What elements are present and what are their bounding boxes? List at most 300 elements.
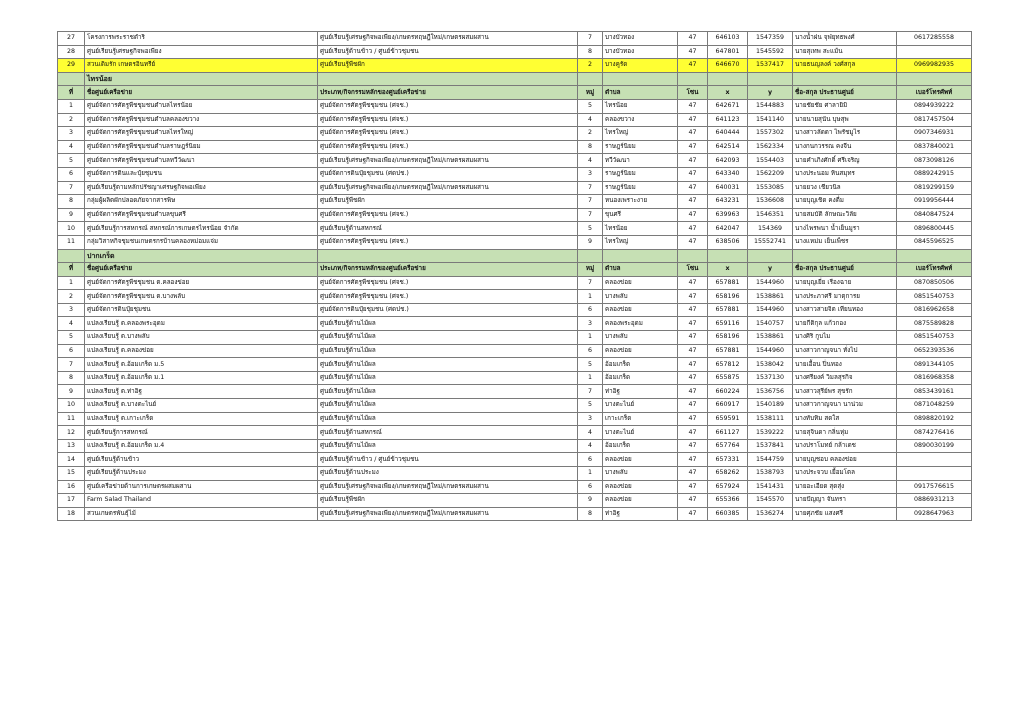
- section-blank: [58, 72, 85, 86]
- cell-center-name: ศูนย์จัดการศัตรูพืชชุมชนตำบลราษฎร์นิยม: [85, 140, 318, 154]
- cell-moo: 3: [578, 317, 603, 331]
- table-row: [58, 195, 972, 209]
- cell-chair-name: นางแหม่ม เย็นเพ็ชร: [793, 235, 897, 249]
- cell-y: 1538861: [748, 331, 793, 345]
- cell-tambon: คลองข่อย: [603, 494, 678, 508]
- cell-no: 6: [58, 167, 85, 181]
- cell-no: 27: [58, 32, 85, 46]
- cell-y: 1541431: [748, 480, 793, 494]
- cell-x: 643340: [708, 167, 748, 181]
- cell-zone: 47: [678, 140, 708, 154]
- column-header: ชื่อ-สกุล ประธานศูนย์: [793, 263, 897, 277]
- cell-chair-name: นางสาวกาญจนา ทั่งไป: [793, 344, 897, 358]
- cell-chair-name: นางสาวสุรีย์พร สุขรัก: [793, 385, 897, 399]
- cell-y: 1538042: [748, 358, 793, 372]
- cell-chair-name: นางสาวสายจิต เทียนทอง: [793, 303, 897, 317]
- cell-tambon: หนองเพราะงาย: [603, 195, 678, 209]
- cell-center-name: ศูนย์จัดการศัตรูพืชชุมชนตำบลไทรใหญ่: [85, 127, 318, 141]
- cell-moo: 7: [578, 195, 603, 209]
- cell-no: 4: [58, 317, 85, 331]
- cell-center-name: แปลงเรียนรู้ ต.อ้อมเกร็ด ม.4: [85, 439, 318, 453]
- section-blank: [793, 72, 897, 86]
- cell-tambon: ทวีวัฒนา: [603, 154, 678, 168]
- table-row: [58, 426, 972, 440]
- cell-center-name: ศูนย์เครือข่ายด้านการเกษตรผสมผสาน: [85, 480, 318, 494]
- cell-tambon: บางพลับ: [603, 331, 678, 345]
- cell-chair-name: นายเอื้อน ปิ่นทอง: [793, 358, 897, 372]
- column-header-row: [58, 86, 972, 100]
- cell-type: ศูนย์จัดการดินปุ๋ยชุมชน (ศดปช.): [318, 167, 578, 181]
- cell-zone: 47: [678, 344, 708, 358]
- cell-type: ศูนย์เรียนรู้ด้านไม้ผล: [318, 399, 578, 413]
- table-row: [58, 385, 972, 399]
- cell-phone: 0907346931: [897, 127, 972, 141]
- cell-moo: 4: [578, 439, 603, 453]
- cell-zone: 47: [678, 494, 708, 508]
- cell-moo: 4: [578, 113, 603, 127]
- section-blank: [897, 249, 972, 263]
- cell-x: 657924: [708, 480, 748, 494]
- cell-chair-name: นางไพรพนา น้ำเย็นมูรา: [793, 222, 897, 236]
- cell-type: ศูนย์เรียนรู้ด้านไม้ผล: [318, 317, 578, 331]
- cell-no: 7: [58, 181, 85, 195]
- cell-no: 8: [58, 195, 85, 209]
- column-header: ประเภท/กิจกรรมหลักของศูนย์เครือข่าย: [318, 86, 578, 100]
- cell-x: 660224: [708, 385, 748, 399]
- cell-y: 1536756: [748, 385, 793, 399]
- cell-phone: 0851540753: [897, 290, 972, 304]
- cell-moo: 1: [578, 371, 603, 385]
- table-row: [58, 439, 972, 453]
- cell-center-name: ศูนย์เรียนรู้ด้านข้าว: [85, 453, 318, 467]
- cell-no: 11: [58, 412, 85, 426]
- cell-tambon: อ้อมเกร็ด: [603, 439, 678, 453]
- section-blank: [58, 249, 85, 263]
- cell-zone: 47: [678, 317, 708, 331]
- cell-zone: 47: [678, 167, 708, 181]
- cell-chair-name: นายสุจินดา กลิ่นหุ่ม: [793, 426, 897, 440]
- cell-chair-name: นายกีติกุล แก้วกอง: [793, 317, 897, 331]
- section-blank: [748, 249, 793, 263]
- cell-y: 1544759: [748, 453, 793, 467]
- column-header: ชื่อศูนย์เครือข่าย: [85, 263, 318, 277]
- cell-tambon: บางพลับ: [603, 290, 678, 304]
- cell-center-name: ศูนย์จัดการดินปุ๋ยชุมชน: [85, 303, 318, 317]
- table-row: [58, 45, 972, 59]
- table-row: [58, 222, 972, 236]
- cell-zone: 47: [678, 439, 708, 453]
- cell-no: 3: [58, 303, 85, 317]
- section-blank: [897, 72, 972, 86]
- cell-no: 7: [58, 358, 85, 372]
- cell-y: 1539222: [748, 426, 793, 440]
- cell-no: 3: [58, 127, 85, 141]
- cell-moo: 7: [578, 276, 603, 290]
- cell-zone: 47: [678, 303, 708, 317]
- cell-x: 638506: [708, 235, 748, 249]
- cell-center-name: ศูนย์จัดการศัตรูพืชชุมชน ต.บางพลับ: [85, 290, 318, 304]
- cell-phone: [897, 45, 972, 59]
- cell-moo: 5: [578, 99, 603, 113]
- cell-x: 657812: [708, 358, 748, 372]
- cell-moo: 3: [578, 167, 603, 181]
- cell-no: 17: [58, 494, 85, 508]
- section-blank: [678, 249, 708, 263]
- cell-chair-name: นายศุภชัย แสงศรี: [793, 507, 897, 521]
- cell-x: 658196: [708, 290, 748, 304]
- cell-moo: 6: [578, 344, 603, 358]
- cell-x: 659591: [708, 412, 748, 426]
- cell-phone: 0890030199: [897, 439, 972, 453]
- cell-chair-name: นายสุเทพ สะแม้น: [793, 45, 897, 59]
- cell-y: 1536608: [748, 195, 793, 209]
- cell-type: ศูนย์จัดการศัตรูพืชชุมชน (ศจช.): [318, 276, 578, 290]
- cell-zone: 47: [678, 358, 708, 372]
- cell-y: 1562334: [748, 140, 793, 154]
- cell-phone: 0875589828: [897, 317, 972, 331]
- cell-zone: 47: [678, 181, 708, 195]
- column-header: โซน: [678, 86, 708, 100]
- cell-moo: 1: [578, 467, 603, 481]
- cell-phone: 0816968358: [897, 371, 972, 385]
- cell-type: ศูนย์เรียนรู้ด้านไม้ผล: [318, 385, 578, 399]
- cell-chair-name: นางประจวบ เยื้อมโตล: [793, 467, 897, 481]
- cell-y: 1541140: [748, 113, 793, 127]
- cell-moo: 9: [578, 494, 603, 508]
- cell-center-name: แปลงเรียนรู้ ต.คลองพระอุดม: [85, 317, 318, 331]
- table-row: [58, 32, 972, 46]
- cell-y: 1544960: [748, 303, 793, 317]
- cell-no: 1: [58, 276, 85, 290]
- cell-phone: 0837840021: [897, 140, 972, 154]
- cell-no: 9: [58, 385, 85, 399]
- cell-moo: 9: [578, 235, 603, 249]
- table-row: [58, 154, 972, 168]
- cell-moo: 3: [578, 412, 603, 426]
- cell-no: 9: [58, 208, 85, 222]
- section-blank: [748, 72, 793, 86]
- cell-center-name: แปลงเรียนรู้ ต.คลองข่อย: [85, 344, 318, 358]
- cell-y: 1546351: [748, 208, 793, 222]
- cell-no: 2: [58, 290, 85, 304]
- cell-phone: 0891344105: [897, 358, 972, 372]
- cell-center-name: ศูนย์เรียนรู้เศรษฐกิจพอเพียง: [85, 45, 318, 59]
- cell-type: ศูนย์เรียนรู้เศรษฐกิจพอเพียง/เกษตรทฤษฎีใหม่/เกษตรผสมผสาน: [318, 181, 578, 195]
- cell-tambon: อ้อมเกร็ด: [603, 358, 678, 372]
- section-blank: [678, 72, 708, 86]
- cell-no: 10: [58, 399, 85, 413]
- cell-zone: 47: [678, 222, 708, 236]
- table-row: [58, 453, 972, 467]
- cell-center-name: ศูนย์เรียนรู้ด้านประมง: [85, 467, 318, 481]
- cell-y: 1553085: [748, 181, 793, 195]
- column-header: เบอร์โทรศัพท์: [897, 263, 972, 277]
- cell-moo: 2: [578, 59, 603, 73]
- cell-y: 1554403: [748, 154, 793, 168]
- cell-chair-name: นายธนญลงค์ วงศ์สกุล: [793, 59, 897, 73]
- column-header: ที่: [58, 263, 85, 277]
- cell-center-name: ศูนย์เรียนรู้ตามหลักปรัชญาเศรษฐกิจพอเพียง: [85, 181, 318, 195]
- cell-tambon: คลองข่อย: [603, 303, 678, 317]
- cell-chair-name: นายบุญชอบ คลองข่อย: [793, 453, 897, 467]
- cell-type: ศูนย์เรียนรู้ด้านไม้ผล: [318, 439, 578, 453]
- cell-zone: 47: [678, 371, 708, 385]
- cell-type: ศูนย์จัดการศัตรูพืชชุมชน (ศจช.): [318, 235, 578, 249]
- cell-chair-name: นางน้ำฝน จุฬยุทธพงศ์: [793, 32, 897, 46]
- cell-phone: 0816962658: [897, 303, 972, 317]
- table-row: [58, 344, 972, 358]
- cell-x: 661127: [708, 426, 748, 440]
- cell-x: 657331: [708, 453, 748, 467]
- cell-zone: 47: [678, 195, 708, 209]
- table-row: [58, 358, 972, 372]
- cell-center-name: แปลงเรียนรู้ ต.ท่าอิฐ: [85, 385, 318, 399]
- cell-x: 660917: [708, 399, 748, 413]
- cell-zone: 47: [678, 331, 708, 345]
- cell-y: 154369: [748, 222, 793, 236]
- cell-tambon: คลองข่อย: [603, 453, 678, 467]
- cell-y: 1544960: [748, 276, 793, 290]
- cell-zone: 47: [678, 45, 708, 59]
- cell-phone: 0886931213: [897, 494, 972, 508]
- section-blank: [793, 249, 897, 263]
- cell-zone: 47: [678, 32, 708, 46]
- cell-no: 29: [58, 59, 85, 73]
- cell-y: 15552741: [748, 235, 793, 249]
- cell-center-name: สวนเกษตรพันธุ์ไม้: [85, 507, 318, 521]
- cell-no: 5: [58, 331, 85, 345]
- cell-zone: 47: [678, 426, 708, 440]
- cell-x: 655366: [708, 494, 748, 508]
- cell-x: 646670: [708, 59, 748, 73]
- cell-type: ศูนย์จัดการศัตรูพืชชุมชน (ศจช.): [318, 127, 578, 141]
- table-row: [58, 303, 972, 317]
- column-header: เบอร์โทรศัพท์: [897, 86, 972, 100]
- cell-y: 1540757: [748, 317, 793, 331]
- cell-type: ศูนย์เรียนรู้ด้านไม้ผล: [318, 358, 578, 372]
- column-header-row: [58, 263, 972, 277]
- column-header: ตำบล: [603, 263, 678, 277]
- section-blank: [603, 249, 678, 263]
- cell-center-name: ศูนย์จัดการศัตรูพืชชุมชนตำบลไทรน้อย: [85, 99, 318, 113]
- cell-y: 1544960: [748, 344, 793, 358]
- cell-no: 10: [58, 222, 85, 236]
- cell-tambon: บางตะไนย์: [603, 399, 678, 413]
- cell-center-name: ศูนย์จัดการดินและปุ๋ยชุมชน: [85, 167, 318, 181]
- cell-y: 1545570: [748, 494, 793, 508]
- table-row: [58, 127, 972, 141]
- table-body: [58, 32, 972, 521]
- cell-moo: 8: [578, 140, 603, 154]
- cell-tambon: ไทรใหญ่: [603, 235, 678, 249]
- cell-zone: 47: [678, 412, 708, 426]
- cell-y: 1537417: [748, 59, 793, 73]
- column-header: x: [708, 86, 748, 100]
- cell-type: ศูนย์เรียนรู้ด้านข้าว / ศูนย์ข้าวชุมชน: [318, 45, 578, 59]
- cell-phone: 0894939222: [897, 99, 972, 113]
- cell-x: 642047: [708, 222, 748, 236]
- cell-tambon: ไทรใหญ่: [603, 127, 678, 141]
- cell-moo: 7: [578, 385, 603, 399]
- cell-x: 642514: [708, 140, 748, 154]
- cell-phone: 0870850506: [897, 276, 972, 290]
- cell-zone: 47: [678, 208, 708, 222]
- cell-tambon: ราษฎร์นิยม: [603, 181, 678, 195]
- cell-x: 647801: [708, 45, 748, 59]
- cell-zone: 47: [678, 276, 708, 290]
- cell-x: 642093: [708, 154, 748, 168]
- section-blank: [318, 249, 578, 263]
- cell-moo: 8: [578, 45, 603, 59]
- cell-phone: 0928647963: [897, 507, 972, 521]
- cell-center-name: สวนเดิมรัก เกษตรอินทรีย์: [85, 59, 318, 73]
- table-row: [58, 113, 972, 127]
- cell-no: 16: [58, 480, 85, 494]
- cell-moo: 2: [578, 127, 603, 141]
- cell-moo: 7: [578, 181, 603, 195]
- cell-moo: 5: [578, 358, 603, 372]
- cell-zone: 47: [678, 290, 708, 304]
- cell-moo: 5: [578, 222, 603, 236]
- cell-type: ศูนย์จัดการศัตรูพืชชุมชน (ศจช.): [318, 113, 578, 127]
- table-row: [58, 480, 972, 494]
- cell-x: 643231: [708, 195, 748, 209]
- cell-no: 6: [58, 344, 85, 358]
- table-row: [58, 507, 972, 521]
- cell-tambon: ขุนศรี: [603, 208, 678, 222]
- cell-no: 5: [58, 154, 85, 168]
- cell-phone: 0873098126: [897, 154, 972, 168]
- cell-type: ศูนย์เรียนรู้ด้านข้าว / ศูนย์ข้าวชุมชน: [318, 453, 578, 467]
- table-row: [58, 167, 972, 181]
- cell-tambon: ราษฎร์นิยม: [603, 140, 678, 154]
- cell-moo: 7: [578, 32, 603, 46]
- cell-center-name: ศูนย์จัดการศัตรูพืชชุมชนตำบลทวีวัฒนา: [85, 154, 318, 168]
- cell-chair-name: นายอะเอียด สุดสุ่ง: [793, 480, 897, 494]
- spreadsheet: [57, 31, 971, 521]
- table-row: [58, 99, 972, 113]
- cell-phone: 0969982935: [897, 59, 972, 73]
- cell-center-name: ศูนย์เรียนรู้การสหกรณ์ สหกรณ์การเกษตรไทรน้อย จำกัด: [85, 222, 318, 236]
- cell-x: 641123: [708, 113, 748, 127]
- cell-zone: 47: [678, 467, 708, 481]
- table-row: [58, 290, 972, 304]
- cell-moo: 8: [578, 507, 603, 521]
- section-blank: [578, 72, 603, 86]
- cell-zone: 47: [678, 59, 708, 73]
- cell-phone: 0874276416: [897, 426, 972, 440]
- cell-type: ศูนย์เรียนรู้ด้านไม้ผล: [318, 344, 578, 358]
- cell-center-name: ศูนย์จัดการศัตรูพืชชุมชนตำบลคลองขวาง: [85, 113, 318, 127]
- cell-no: 14: [58, 453, 85, 467]
- cell-center-name: แปลงเรียนรู้ ต.อ้อมเกร็ด ม.5: [85, 358, 318, 372]
- cell-center-name: แปลงเรียนรู้ ต.บางพลับ: [85, 331, 318, 345]
- cell-moo: 6: [578, 453, 603, 467]
- cell-no: 8: [58, 371, 85, 385]
- cell-moo: 4: [578, 426, 603, 440]
- cell-zone: 47: [678, 113, 708, 127]
- cell-tambon: ท่าอิฐ: [603, 507, 678, 521]
- cell-x: 639963: [708, 208, 748, 222]
- cell-y: 1537841: [748, 439, 793, 453]
- section-blank: [578, 249, 603, 263]
- cell-x: 655875: [708, 371, 748, 385]
- cell-type: ศูนย์จัดการดินปุ๋ยชุมชน (ศดปช.): [318, 303, 578, 317]
- cell-type: ศูนย์จัดการศัตรูพืชชุมชน (ศจช.): [318, 208, 578, 222]
- cell-zone: 47: [678, 235, 708, 249]
- cell-x: 660385: [708, 507, 748, 521]
- cell-tambon: บางบัวทอง: [603, 45, 678, 59]
- cell-type: ศูนย์เรียนรู้เศรษฐกิจพอเพียง/เกษตรทฤษฎีใหม่/เกษตรผสมผสาน: [318, 154, 578, 168]
- cell-tambon: คลองข่อย: [603, 276, 678, 290]
- cell-chair-name: นางสาวกาญจนา นาน่วม: [793, 399, 897, 413]
- cell-tambon: บางพลับ: [603, 467, 678, 481]
- cell-zone: 47: [678, 385, 708, 399]
- cell-chair-name: นายบุญเยี่ย เรืองฉาย: [793, 276, 897, 290]
- cell-center-name: ศูนย์เรียนรู้การสหกรณ์: [85, 426, 318, 440]
- cell-chair-name: นางกนกวรรณ คงจีน: [793, 140, 897, 154]
- column-header: y: [748, 263, 793, 277]
- column-header: y: [748, 86, 793, 100]
- cell-center-name: ศูนย์จัดการศัตรูพืชชุมชนตำบลขุนศรี: [85, 208, 318, 222]
- column-header: โซน: [678, 263, 708, 277]
- cell-moo: 7: [578, 208, 603, 222]
- cell-center-name: แปลงเรียนรู้ ต.เกาะเกร็ด: [85, 412, 318, 426]
- cell-no: 2: [58, 113, 85, 127]
- cell-no: 13: [58, 439, 85, 453]
- cell-phone: 0819299159: [897, 181, 972, 195]
- cell-phone: 0617285558: [897, 32, 972, 46]
- cell-zone: 47: [678, 399, 708, 413]
- cell-y: 1544883: [748, 99, 793, 113]
- cell-tambon: ไทรน้อย: [603, 99, 678, 113]
- cell-chair-name: นางประภาศรี มาตุการย: [793, 290, 897, 304]
- cell-chair-name: นายชัยชัย ศาลายิมิ: [793, 99, 897, 113]
- cell-tambon: คลองพระอุดม: [603, 317, 678, 331]
- cell-no: 28: [58, 45, 85, 59]
- cell-tambon: บางตะไนย์: [603, 426, 678, 440]
- cell-type: ศูนย์เรียนรู้เศรษฐกิจพอเพียง/เกษตรทฤษฎีใหม่/เกษตรผสมผสาน: [318, 32, 578, 46]
- column-header: ที่: [58, 86, 85, 100]
- cell-no: 11: [58, 235, 85, 249]
- cell-phone: 0853439161: [897, 385, 972, 399]
- cell-type: ศูนย์เรียนรู้ด้านไม้ผล: [318, 371, 578, 385]
- cell-x: 657881: [708, 303, 748, 317]
- cell-chair-name: นายปัญญา จันทรา: [793, 494, 897, 508]
- cell-phone: 0840847524: [897, 208, 972, 222]
- column-header: ประเภท/กิจกรรมหลักของศูนย์เครือข่าย: [318, 263, 578, 277]
- cell-no: 18: [58, 507, 85, 521]
- cell-zone: 47: [678, 127, 708, 141]
- cell-type: ศูนย์เรียนรู้เศรษฐกิจพอเพียง/เกษตรทฤษฎีใหม่/เกษตรผสมผสาน: [318, 507, 578, 521]
- section-blank: [603, 72, 678, 86]
- cell-type: ศูนย์เรียนรู้ด้านไม้ผล: [318, 331, 578, 345]
- cell-type: ศูนย์เรียนรู้ด้านประมง: [318, 467, 578, 481]
- cell-no: 15: [58, 467, 85, 481]
- cell-no: 4: [58, 140, 85, 154]
- cell-type: ศูนย์เรียนรู้ด้านไม้ผล: [318, 412, 578, 426]
- cell-chair-name: นางปราโมทย์ กล้าเดช: [793, 439, 897, 453]
- table-row: [58, 467, 972, 481]
- cell-type: ศูนย์จัดการศัตรูพืชชุมชน (ศจช.): [318, 290, 578, 304]
- cell-tambon: ราษฎร์นิยม: [603, 167, 678, 181]
- district-section-header: [58, 72, 972, 86]
- cell-x: 659116: [708, 317, 748, 331]
- cell-center-name: โครงการพระราชดำริ: [85, 32, 318, 46]
- cell-chair-name: นางศรียงค์ วิมลสุรกิจ: [793, 371, 897, 385]
- cell-phone: 0871048259: [897, 399, 972, 413]
- cell-y: 1545592: [748, 45, 793, 59]
